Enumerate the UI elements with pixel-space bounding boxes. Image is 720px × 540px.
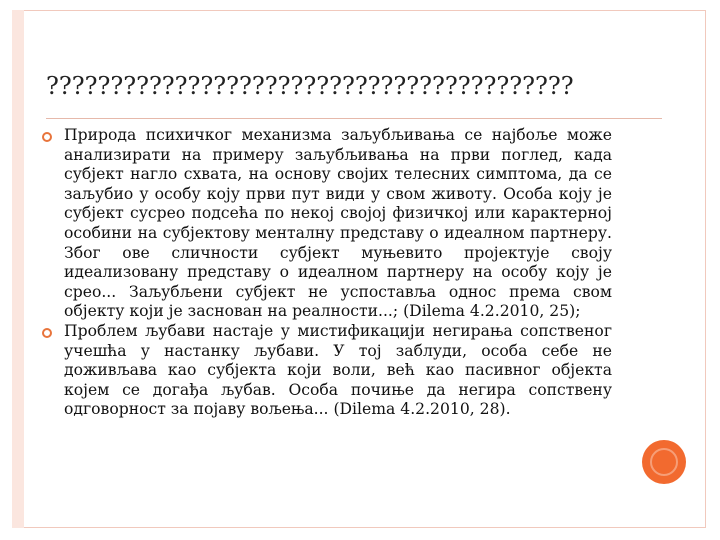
bullet-circle-icon	[42, 132, 52, 142]
bullet-item	[42, 322, 612, 420]
bullet-text: Проблем љубави настаје у мистификацији негирања сопственог учешћа у настанку љубави. У тој заблуди, особа себе не доживљава као субјекта који воли, већ као пасивног објекта којем се догађа љубав. Особа почиње да негира сопствену одговорност за појаву вољења... (Dilema 4.2.2010, 28).	[64, 321, 612, 419]
slide-content	[42, 126, 612, 420]
bullet-text: Природа психичког механизма заљубљивања се најбоље може анализирати на примеру заљубљивања на први поглед, када субјект нагло схвата, на основу својих телесних симптома, да се заљубио у особу коју први пут види у свом животу. Особа коју је субјект сусрео подсећа по некој својој физичкој или карактерној особини на субјектову менталну представу о идеалном партнеру. Због ове сличности субјект муњевито пројектује своју идеализовану представу о идеалном партнеру на особу коју је срео... Заљубљени субјект не успоставља однос према свом објекту који је заснован на реалности...; (Dilema 4.2.2010, 25);	[64, 126, 612, 321]
bullet-circle-icon	[42, 328, 52, 338]
slide-title: ?????????????????????????????????????????	[46, 72, 574, 100]
bullet-item	[42, 126, 612, 322]
slide-left-accent-bar	[12, 10, 24, 528]
title-divider	[46, 118, 662, 119]
decorative-ring	[650, 448, 678, 476]
